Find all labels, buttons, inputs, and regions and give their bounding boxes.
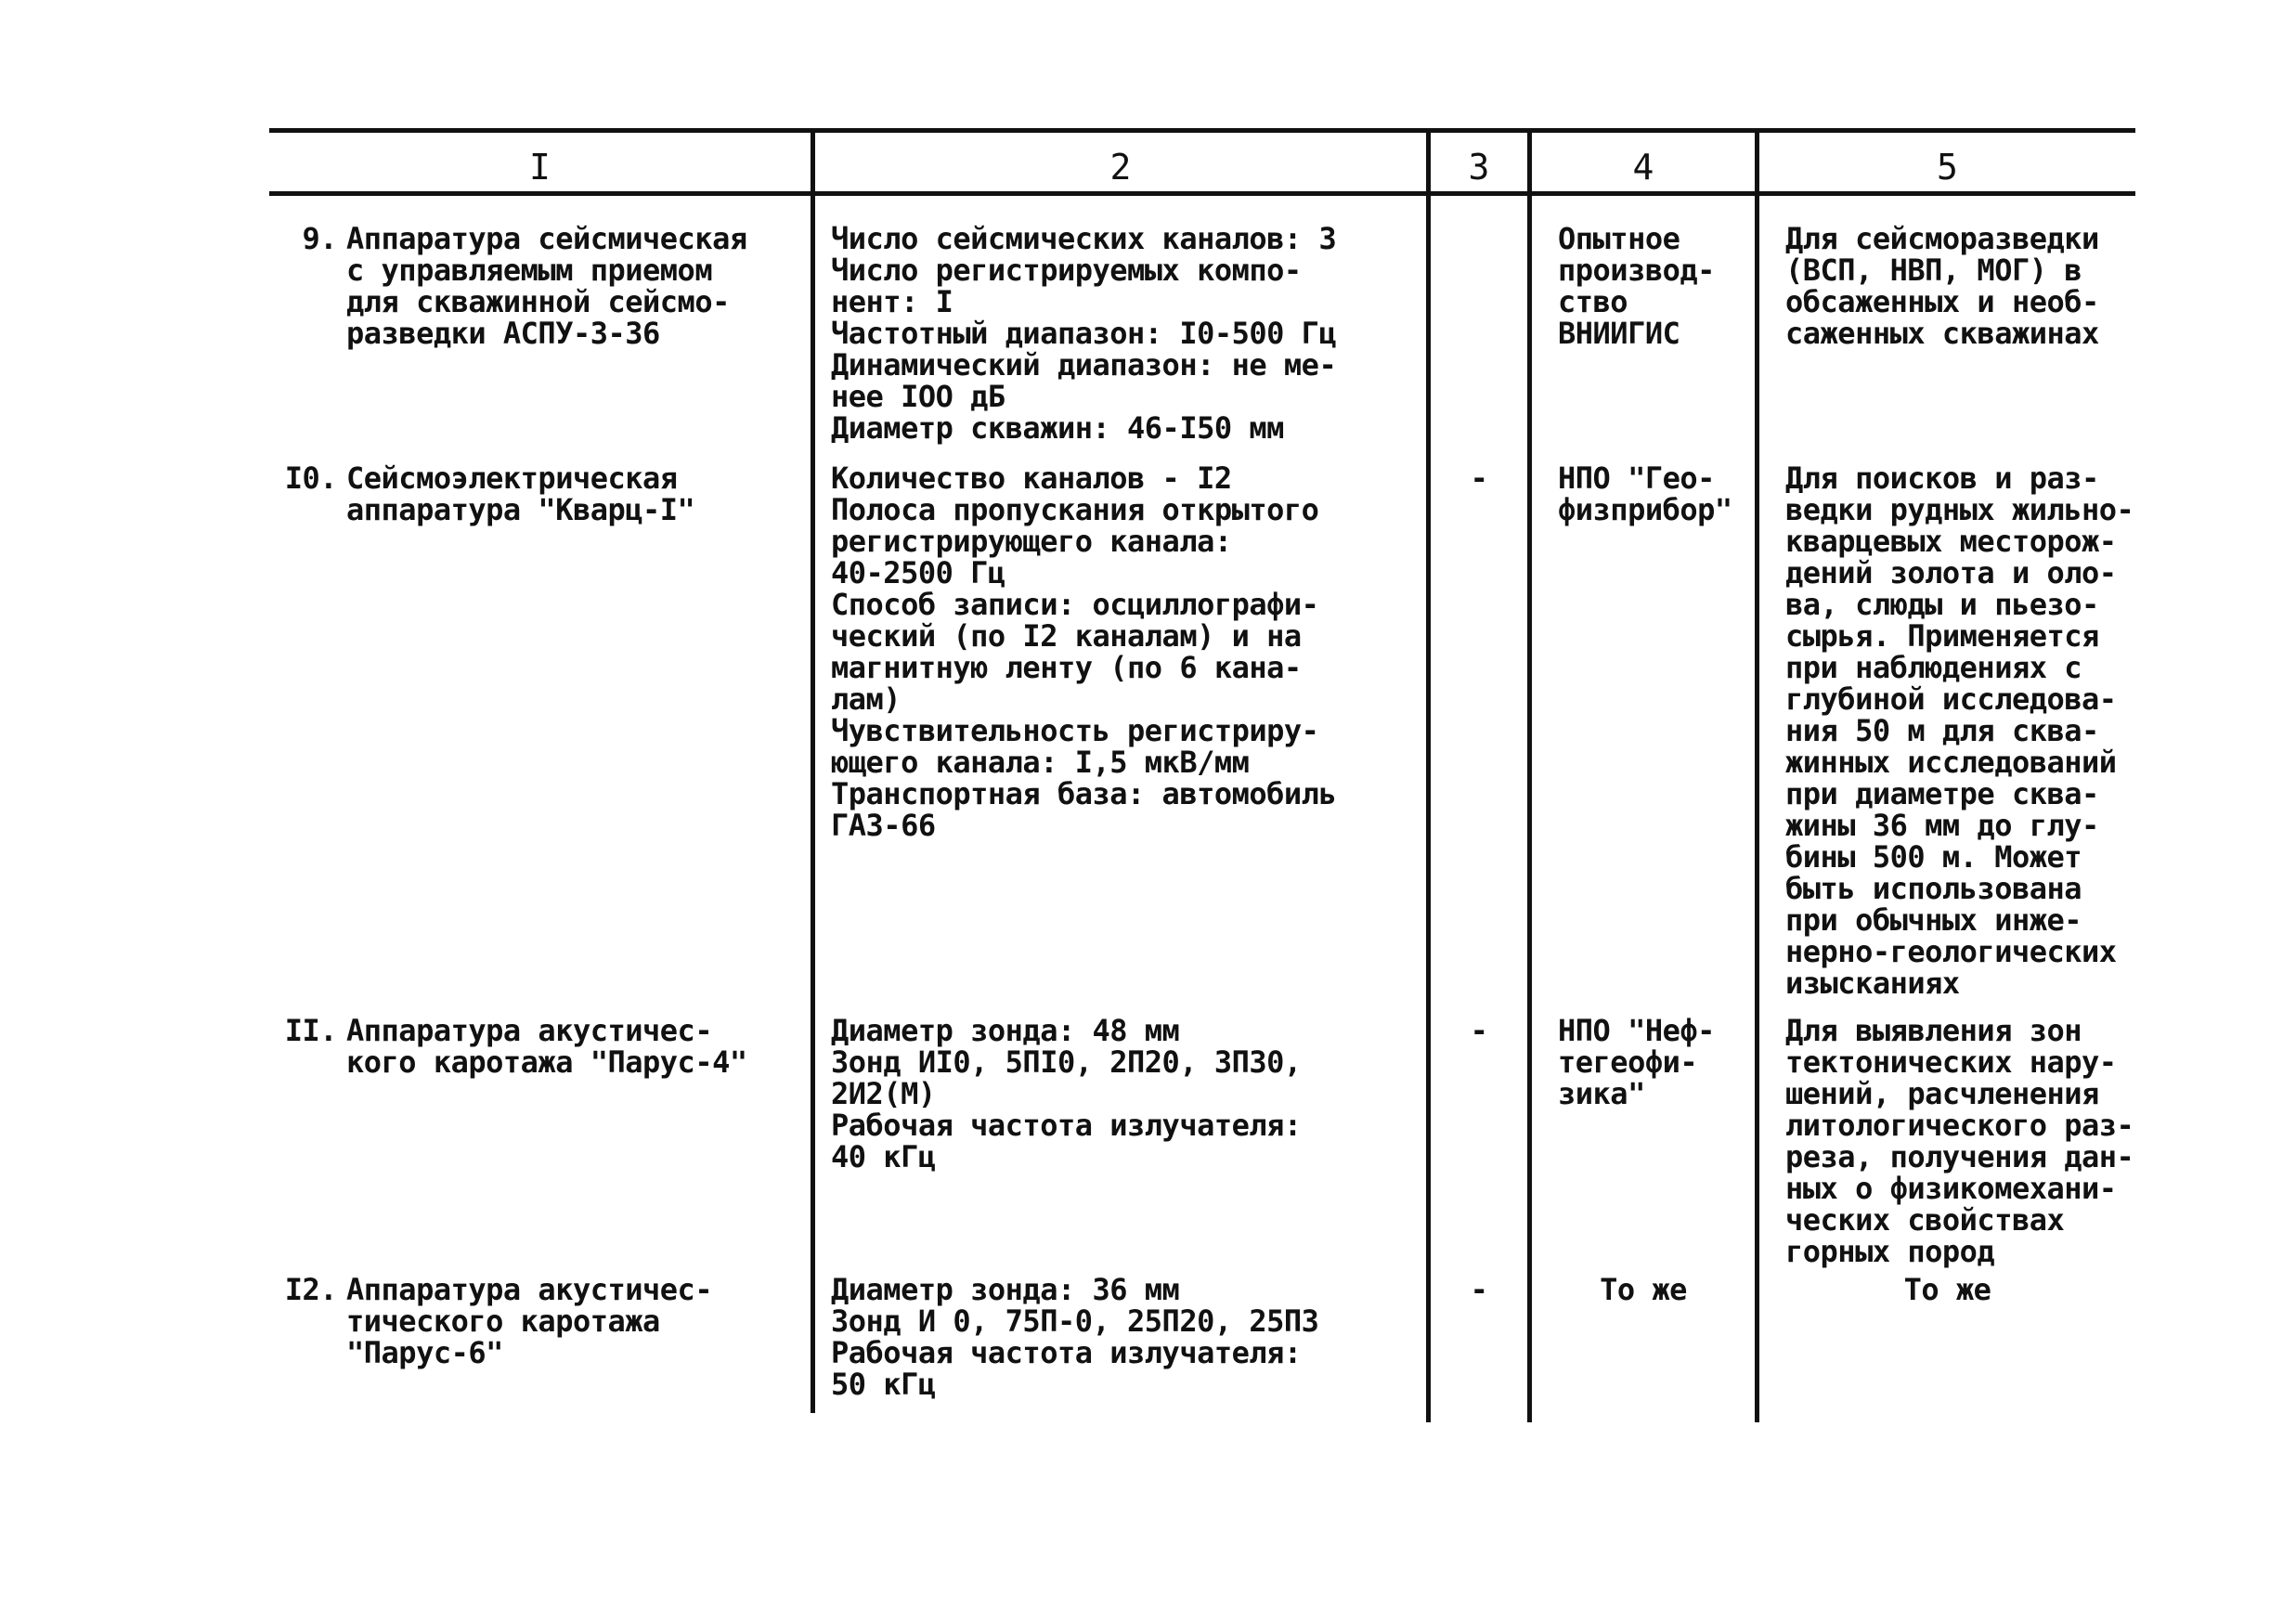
column-divider-3 (1527, 130, 1532, 1422)
equipment-specs: Количество каналов - I2 Полоса пропускания открытого регистрирующего канала: 40-2500 Гц Способ записи: осциллографи- ческий (по I2 каналам) и на магнитную ленту (по 6 кана- лам) Чувствительность регистриру- ющего канала: I,5 мкВ/мм Транспортная база: автомобиль ГАЗ-66 (831, 460, 1337, 843)
equipment-name: Аппаратура акустичес- тического каротажа "Парус-6" (346, 1272, 713, 1370)
column-divider-1 (811, 130, 815, 1413)
purpose: Для выявления зон тектонических нару- шений, расчленения литологического раз- реза, получения дан- ных о физикомехани- ческих свойствах горных пород (1785, 1013, 2134, 1269)
row-number: I2. (284, 1272, 337, 1307)
row-number: 9. (302, 221, 337, 256)
column-divider-2 (1426, 130, 1431, 1422)
manufacturer: НПО "Неф- тегеофи- зика" (1558, 1013, 1715, 1111)
column-header-5: 5 (1937, 147, 1958, 188)
purpose: То же (1903, 1272, 1991, 1307)
column-header-1: I (529, 147, 551, 188)
equipment-specs: Диаметр зонда: 36 мм Зонд И 0, 75П-0, 25П20, 25П3 Рабочая частота излучателя: 50 кГц (831, 1272, 1319, 1402)
row-number: I0. (284, 460, 337, 496)
column-3-value: - (1470, 460, 1488, 496)
equipment-specs: Число сейсмических каналов: 3 Число регистрируемых компо- нент: I Частотный диапазон: I0-500 Гц Динамический диапазон: не ме- нее IOO дБ Диаметр скважин: 46-I50 мм (831, 221, 1337, 446)
manufacturer: То же (1600, 1272, 1687, 1307)
equipment-name: Аппаратура сейсмическая с управляемым приемом для скважинной сейсмо- разведки АСПУ-3-36 (346, 221, 747, 351)
column-header-3: 3 (1468, 147, 1490, 188)
row-number: II. (284, 1013, 337, 1048)
purpose: Для поисков и раз- ведки рудных жильно- кварцевых месторож- дений золота и оло- ва, слюды и пьезо- сырья. Применяется при наблюдениях с глубиной исследова- ния 50 м для сква- жинных исследований при диаметре сква- жины 36 мм до глу- бины 500 м. Может быть использована при обычных инже- нерно-геологических изысканиях (1785, 460, 2134, 1001)
column-divider-4 (1755, 130, 1759, 1422)
table-top-rule (269, 128, 2135, 133)
column-header-4: 4 (1632, 147, 1654, 188)
equipment-name: Аппаратура акустичес- кого каротажа "Парус-4" (346, 1013, 747, 1080)
column-3-value: - (1470, 1272, 1488, 1307)
manufacturer: Опытное производ- ство ВНИИГИС (1558, 221, 1715, 351)
purpose: Для сейсморазведки (ВСП, НВП, МОГ) в обсаженных и необ- саженных скважинах (1785, 221, 2099, 351)
equipment-name: Сейсмоэлектрическая аппаратура "Кварц-I" (346, 460, 695, 527)
column-header-2: 2 (1109, 147, 1132, 188)
manufacturer: НПО "Гео- физприбор" (1558, 460, 1732, 527)
equipment-specs: Диаметр зонда: 48 мм Зонд ИI0, 5ПI0, 2П20, 3П30, 2И2(М) Рабочая частота излучателя: 40 кГц (831, 1013, 1302, 1174)
column-3-value: - (1470, 1013, 1488, 1048)
